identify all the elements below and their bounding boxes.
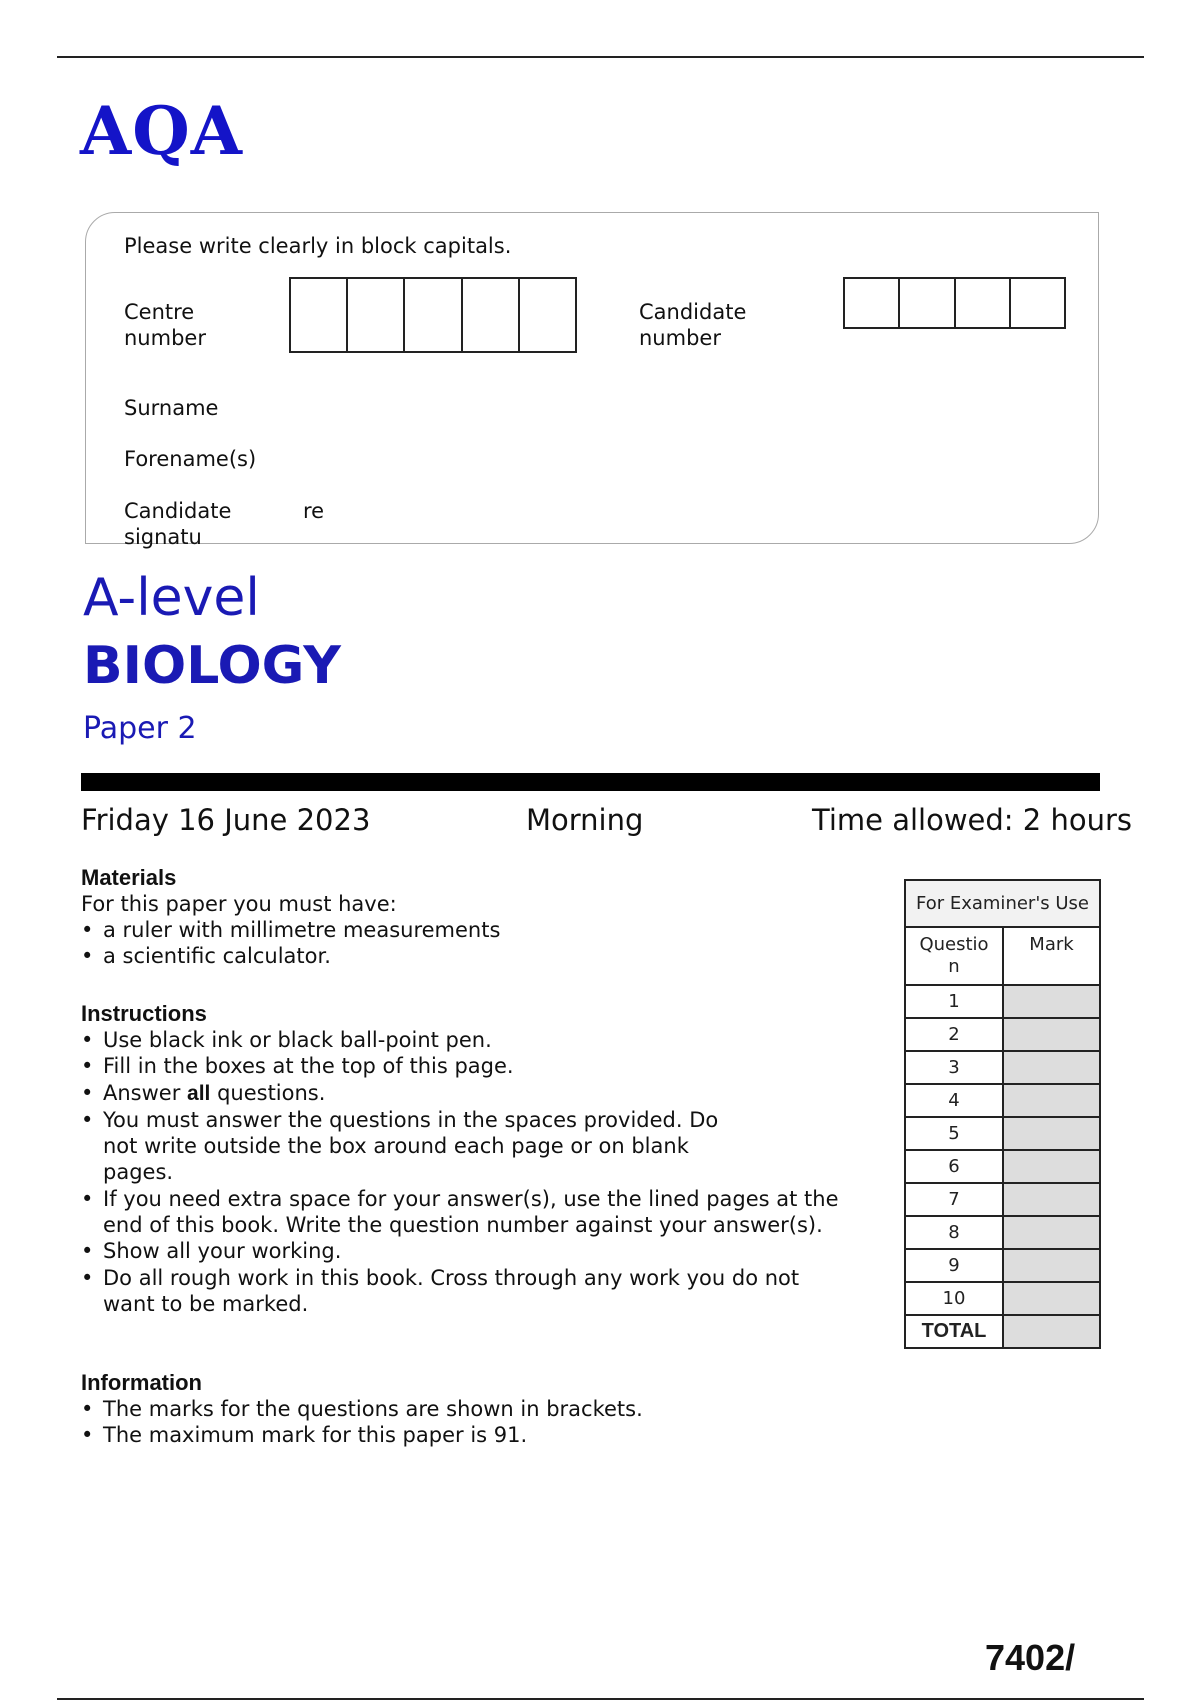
digit-box[interactable] bbox=[520, 279, 575, 351]
list-item: • The maximum mark for this paper is 91. bbox=[81, 1422, 861, 1448]
candidate-number-label: Candidate number bbox=[639, 300, 747, 350]
mark-cell[interactable] bbox=[1003, 1216, 1100, 1249]
examiner-use-table bbox=[904, 879, 1099, 1349]
list-item: • You must answer the questions in the spaces provided. Do not write outside the box around each page or on blank pages. bbox=[81, 1107, 753, 1186]
digit-box[interactable] bbox=[900, 279, 955, 327]
title-divider bbox=[81, 773, 1100, 791]
list-item: • Use black ink or black ball-point pen. bbox=[81, 1027, 861, 1053]
total-mark-cell[interactable] bbox=[1003, 1315, 1100, 1348]
mark-cell[interactable] bbox=[1003, 1117, 1100, 1150]
information-section bbox=[81, 1369, 861, 1449]
digit-box[interactable] bbox=[348, 279, 405, 351]
question-number-cell: 8 bbox=[905, 1216, 1003, 1249]
table-row bbox=[905, 1282, 1100, 1315]
digit-box[interactable] bbox=[845, 279, 900, 327]
candidate-details-box bbox=[85, 212, 1099, 549]
paper-code: 7402/ bbox=[985, 1637, 1076, 1678]
digit-box[interactable] bbox=[1011, 279, 1064, 327]
candidate-signature-label-suffix: re bbox=[303, 499, 325, 523]
digit-box[interactable] bbox=[463, 279, 520, 351]
instructions-list bbox=[81, 1027, 861, 1317]
table-row bbox=[905, 1051, 1100, 1084]
table-row bbox=[905, 1183, 1100, 1216]
list-item: • The marks for the questions are shown in brackets. bbox=[81, 1396, 861, 1422]
instructions-heading: Instructions bbox=[81, 1001, 207, 1026]
exam-date: Friday 16 June 2023 bbox=[81, 803, 371, 837]
total-row bbox=[905, 1315, 1100, 1348]
total-label: TOTAL bbox=[905, 1315, 1003, 1348]
materials-intro: For this paper you must have: bbox=[81, 892, 397, 916]
table-row bbox=[905, 1018, 1100, 1051]
candidate-signature-label: Candidate signatu bbox=[124, 499, 232, 549]
paper-number: Paper 2 bbox=[83, 711, 197, 746]
list-item: • If you need extra space for your answer(s), use the lined pages at the end of this book. Write the question number against your answer(s). bbox=[81, 1186, 863, 1239]
mark-column-header: Mark bbox=[1003, 927, 1100, 985]
list-item: • a ruler with millimetre measurements bbox=[81, 917, 861, 943]
mark-cell[interactable] bbox=[1003, 1150, 1100, 1183]
mark-cell[interactable] bbox=[1003, 985, 1100, 1018]
list-item: • Show all your working. bbox=[81, 1238, 861, 1264]
question-number-cell: 1 bbox=[905, 985, 1003, 1018]
table-row bbox=[905, 985, 1100, 1018]
mark-cell[interactable] bbox=[1003, 1018, 1100, 1051]
question-column-header: Questio n bbox=[905, 927, 1003, 985]
surname-label: Surname bbox=[124, 396, 219, 420]
table-row bbox=[905, 1150, 1100, 1183]
table-row bbox=[905, 1216, 1100, 1249]
information-list bbox=[81, 1396, 861, 1449]
digit-box[interactable] bbox=[405, 279, 462, 351]
examiner-table-title: For Examiner's Use bbox=[905, 880, 1100, 927]
candidate-number-boxes[interactable] bbox=[843, 277, 1066, 329]
question-number-cell: 4 bbox=[905, 1084, 1003, 1117]
list-item: • Fill in the boxes at the top of this page. bbox=[81, 1053, 861, 1079]
question-number-cell: 3 bbox=[905, 1051, 1003, 1084]
top-rule bbox=[57, 56, 1144, 58]
subject-title: BIOLOGY bbox=[83, 636, 341, 696]
digit-box[interactable] bbox=[291, 279, 348, 351]
digit-box[interactable] bbox=[956, 279, 1011, 327]
materials-list bbox=[81, 917, 861, 970]
mark-cell[interactable] bbox=[1003, 1051, 1100, 1084]
question-number-cell: 7 bbox=[905, 1183, 1003, 1216]
centre-number-label: Centre number bbox=[124, 300, 206, 350]
list-item: • a scientific calculator. bbox=[81, 943, 861, 969]
centre-number-boxes[interactable] bbox=[289, 277, 577, 353]
qualification-level: A-level bbox=[83, 568, 260, 628]
time-allowed: Time allowed: 2 hours bbox=[812, 803, 1132, 837]
list-item: • Answer all questions. bbox=[81, 1080, 861, 1107]
table-row bbox=[905, 1249, 1100, 1282]
instructions-section bbox=[81, 1000, 861, 1317]
information-heading: Information bbox=[81, 1370, 202, 1395]
block-capitals-instruction: Please write clearly in block capitals. bbox=[124, 234, 512, 258]
question-number-cell: 6 bbox=[905, 1150, 1003, 1183]
aqa-logo: AQA bbox=[80, 92, 243, 170]
table-row bbox=[905, 1117, 1100, 1150]
mark-cell[interactable] bbox=[1003, 1183, 1100, 1216]
question-number-cell: 9 bbox=[905, 1249, 1003, 1282]
table-row bbox=[905, 1084, 1100, 1117]
materials-heading: Materials bbox=[81, 865, 177, 890]
mark-cell[interactable] bbox=[1003, 1084, 1100, 1117]
forenames-label: Forename(s) bbox=[124, 447, 257, 471]
question-number-cell: 2 bbox=[905, 1018, 1003, 1051]
question-number-cell: 5 bbox=[905, 1117, 1003, 1150]
mark-cell[interactable] bbox=[1003, 1282, 1100, 1315]
mark-cell[interactable] bbox=[1003, 1249, 1100, 1282]
question-number-cell: 10 bbox=[905, 1282, 1003, 1315]
list-item: • Do all rough work in this book. Cross through any work you do not want to be marked. bbox=[81, 1265, 823, 1318]
exam-session: Morning bbox=[526, 803, 644, 837]
materials-section bbox=[81, 864, 861, 970]
